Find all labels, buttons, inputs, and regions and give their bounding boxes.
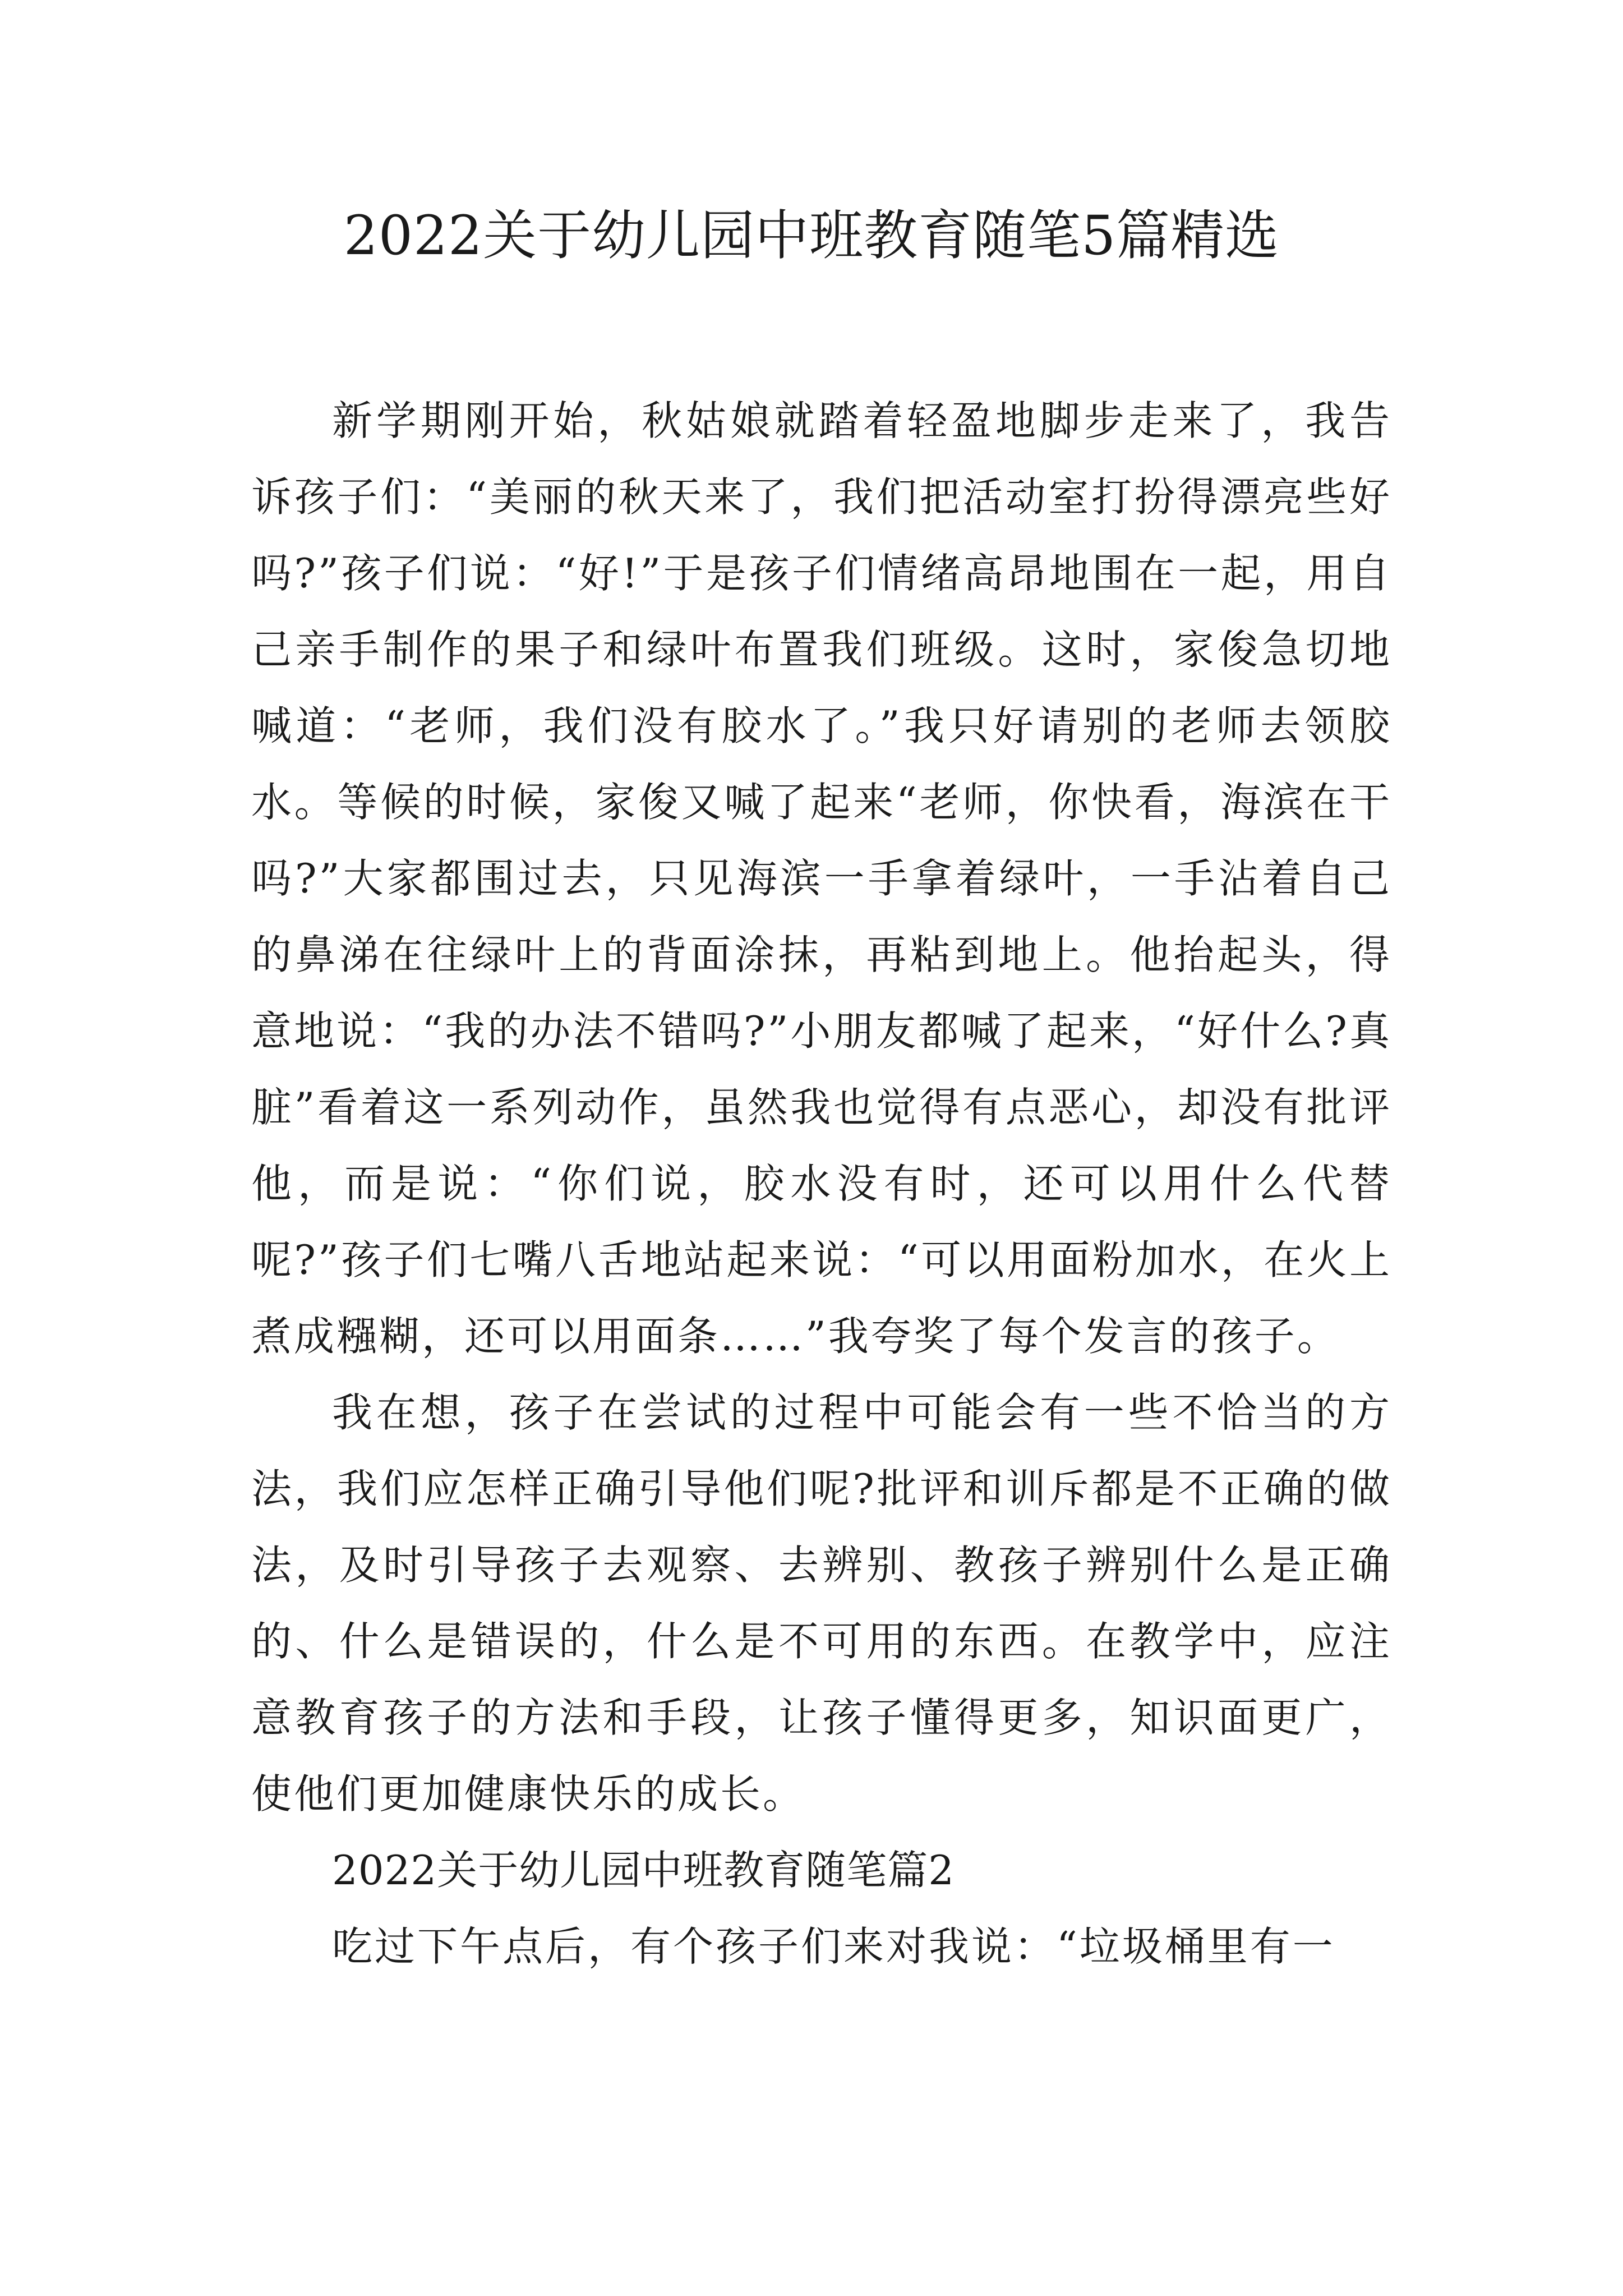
paragraph-2: 我在想，孩子在尝试的过程中可能会有一些不恰当的方法，我们应怎样正确引导他们呢?批评和训斥都是不正确的做法，及时引导孩子去观察、去辨别、教孩子辨别什么是正确的、什么是错误的，什么是不可用的东西。在教学中，应注意教育孩子的方法和手段，让孩子懂得更多，知识面更广，使他们更加健康快乐的成长。 — [251, 1389, 1392, 1818]
document-body — [251, 383, 1392, 1985]
paragraph-1: 新学期刚开始，秋姑娘就踏着轻盈地脚步走来了，我告诉孩子们：“美丽的秋天来了，我们把活动室打扮得漂亮些好吗?”孩子们说：“好!”于是孩子们情绪高昂地围在一起，用自己亲手制作的果子和绿叶布置我们班级。这时，家俊急切地喊道：“老师，我们没有胶水了。”我只好请别的老师去领胶水。等候的时候，家俊又喊了起来“老师，你快看，海滨在干吗?”大家都围过去，只见海滨一手拿着绿叶，一手沾着自己的鼻涕在往绿叶上的背面涂抹，再粘到地上。他抬起头，得意地说：“我的办法不错吗?”小朋友都喊了起来，“好什么?真脏”看着这一系列动作，虽然我也觉得有点恶心，却没有批评他，而是说：“你们说，胶水没有时，还可以用什么代替呢?”孩子们七嘴八舌地站起来说：“可以用面粉加水，在火上煮成糨糊，还可以用面条……”我夸奖了每个发言的孩子。 — [251, 397, 1392, 1360]
section-heading: 2022关于幼儿园中班教育随笔篇2 — [332, 1847, 955, 1894]
document-title: 2022关于幼儿园中班教育随笔5篇精选 — [343, 204, 1280, 267]
paragraph-3: 吃过下午点后，有个孩子们来对我说：“垃圾桶里有一 — [332, 1923, 1335, 1970]
